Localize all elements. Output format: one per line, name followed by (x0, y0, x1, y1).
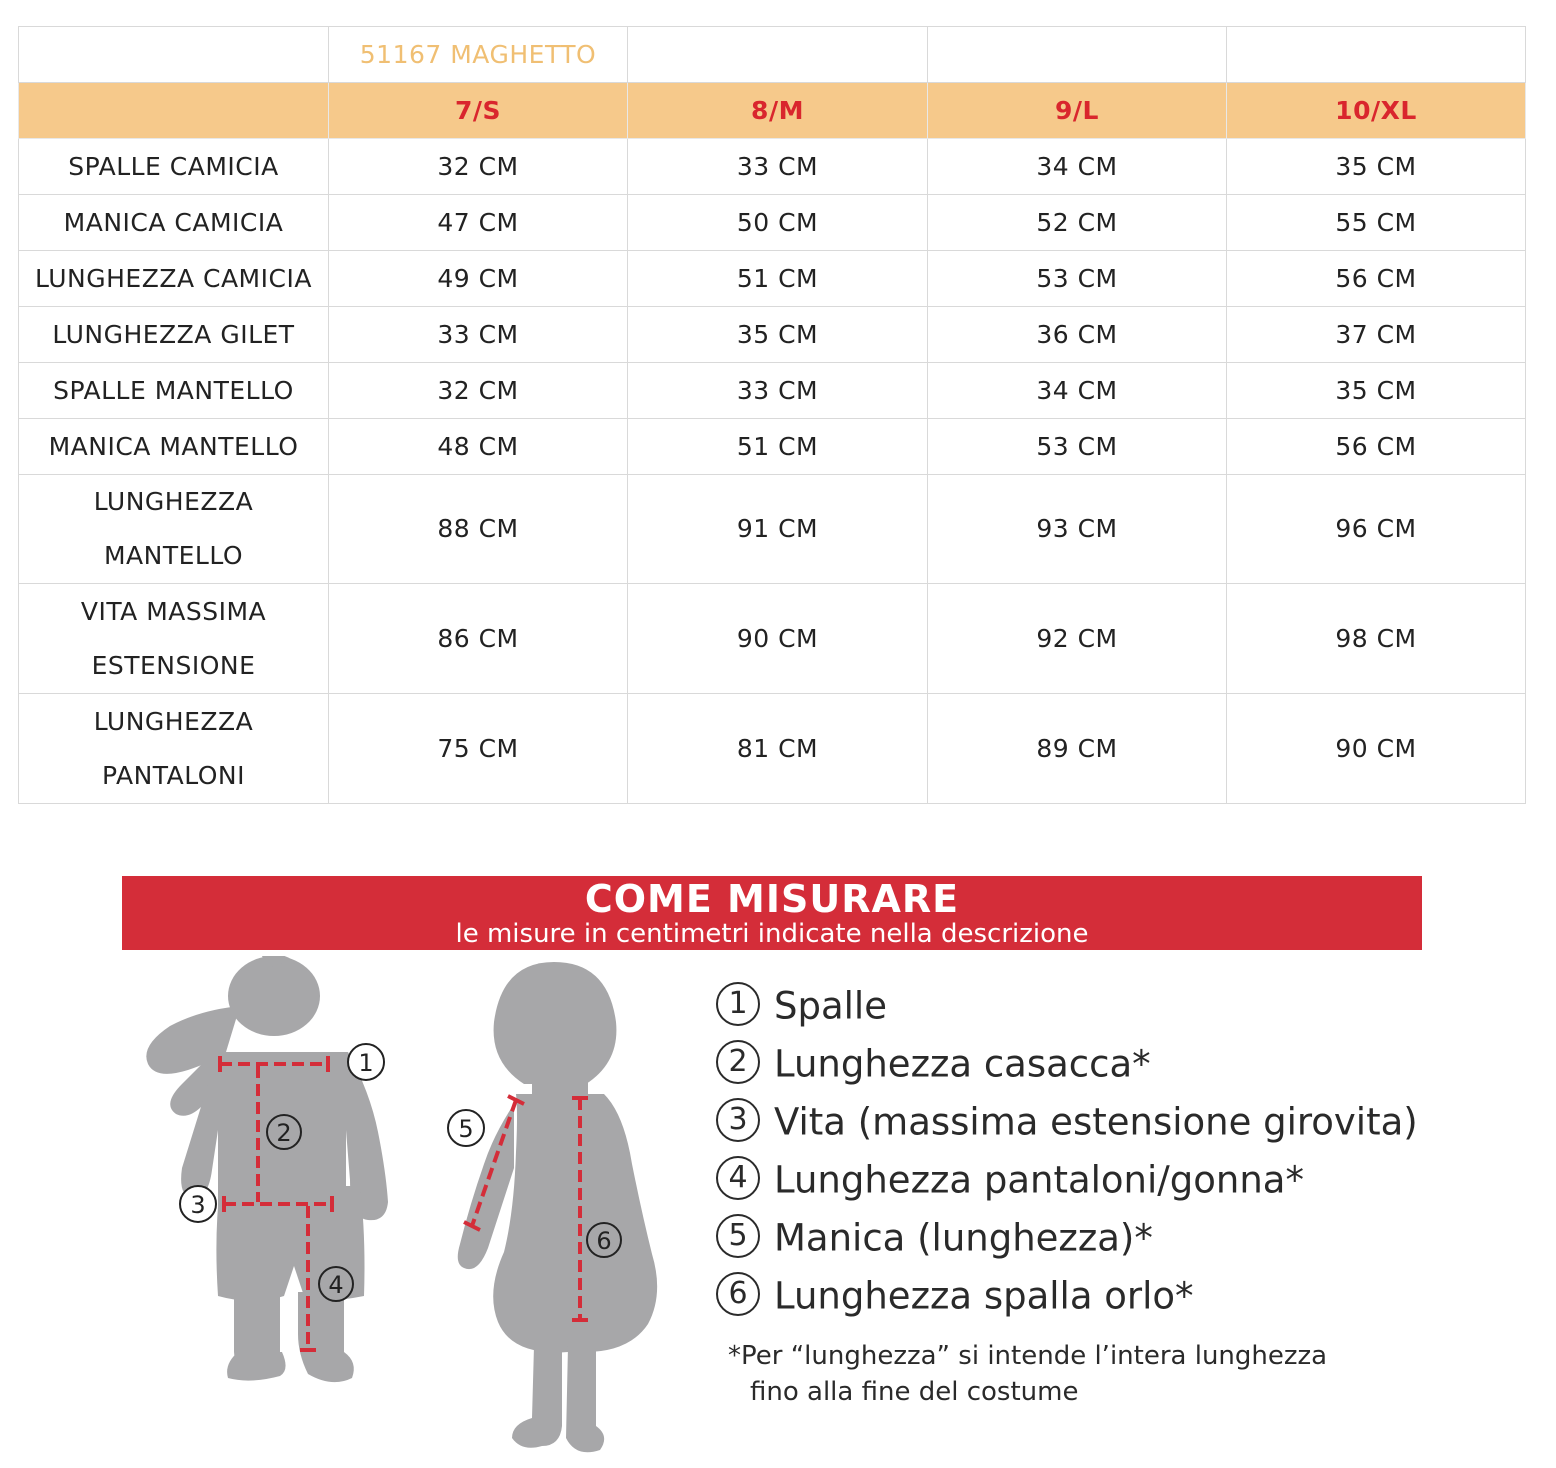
row-label: LUNGHEZZA CAMICIA (19, 251, 329, 307)
product-title: 51167 MAGHETTO (329, 27, 628, 83)
measurement-cell: 56 CM (1227, 419, 1526, 475)
size-chart-table (18, 26, 1526, 804)
legend-item (716, 1092, 1436, 1150)
measurement-cell: 34 CM (928, 139, 1227, 195)
table-row (19, 475, 1526, 584)
measurement-cell: 34 CM (928, 363, 1227, 419)
legend-item-label: Spalle (774, 984, 887, 1028)
measurement-cell: 32 CM (329, 363, 628, 419)
table-row (19, 363, 1526, 419)
measurement-cell: 33 CM (628, 363, 928, 419)
empty-cell (628, 27, 928, 83)
svg-text:5: 5 (458, 1115, 474, 1143)
legend-item (716, 1208, 1436, 1266)
svg-text:4: 4 (328, 1271, 344, 1299)
size-header: 7/S (329, 83, 628, 139)
measurement-cell: 35 CM (628, 307, 928, 363)
figures (122, 956, 682, 1466)
row-label: MANICA CAMICIA (19, 195, 329, 251)
legend-item (716, 976, 1436, 1034)
measurement-cell: 90 CM (1227, 694, 1526, 804)
marker-4 (319, 1267, 353, 1301)
legend-item (716, 1150, 1436, 1208)
size-header-row (19, 83, 1526, 139)
guide-title: COME MISURARE (584, 877, 960, 921)
legend-item-label: Lunghezza spalla orlo* (774, 1274, 1194, 1318)
legend-item (716, 1266, 1436, 1324)
legend-number-icon: 4 (716, 1156, 760, 1200)
size-header: 10/XL (1227, 83, 1526, 139)
legend-note-line-2: fino alla fine del costume (750, 1377, 1079, 1407)
measurement-cell: 52 CM (928, 195, 1227, 251)
measurement-cell: 33 CM (628, 139, 928, 195)
table-row (19, 307, 1526, 363)
measurement-cell: 53 CM (928, 251, 1227, 307)
measurement-cell: 51 CM (628, 419, 928, 475)
measurement-cell: 86 CM (329, 584, 628, 694)
measurement-cell: 81 CM (628, 694, 928, 804)
row-label: SPALLE CAMICIA (19, 139, 329, 195)
marker-1 (348, 1044, 384, 1080)
measurement-cell: 32 CM (329, 139, 628, 195)
legend-item-label: Lunghezza casacca* (774, 1042, 1151, 1086)
legend-number-icon: 5 (716, 1214, 760, 1258)
guide-subtitle: le misure in centimetri indicate nella descrizione (455, 919, 1089, 949)
measurement-cell: 35 CM (1227, 139, 1526, 195)
legend-item-label: Vita (massima estensione girovita) (774, 1100, 1418, 1144)
measurement-cell: 53 CM (928, 419, 1227, 475)
row-label: LUNGHEZZA PANTALONI (19, 694, 329, 804)
legend-number-icon: 6 (716, 1272, 760, 1316)
measurement-guide (122, 876, 1422, 1468)
measurement-cell: 37 CM (1227, 307, 1526, 363)
svg-text:6: 6 (596, 1227, 612, 1255)
marker-3 (180, 1186, 216, 1222)
empty-cell (1227, 27, 1526, 83)
legend-item-label: Manica (lunghezza)* (774, 1216, 1153, 1260)
measurement-cell: 91 CM (628, 475, 928, 584)
svg-text:2: 2 (276, 1119, 292, 1147)
girl-silhouette-icon (458, 962, 657, 1452)
row-label: SPALLE MANTELLO (19, 363, 329, 419)
measurement-cell: 96 CM (1227, 475, 1526, 584)
row-label: LUNGHEZZA MANTELLO (19, 475, 329, 584)
measurement-cell: 75 CM (329, 694, 628, 804)
measurement-cell: 89 CM (928, 694, 1227, 804)
measurement-cell: 35 CM (1227, 363, 1526, 419)
legend-note-line-1: *Per “lunghezza” si intende l’intera lunghezza (728, 1341, 1328, 1371)
legend-number-icon: 3 (716, 1098, 760, 1142)
size-header: 9/L (928, 83, 1227, 139)
guide-banner (122, 876, 1422, 950)
row-label: VITA MASSIMA ESTENSIONE (19, 584, 329, 694)
empty-corner-cell (19, 27, 329, 83)
measurement-cell: 55 CM (1227, 195, 1526, 251)
table-row (19, 584, 1526, 694)
legend-note (716, 1338, 1436, 1410)
marker-6 (587, 1223, 621, 1257)
measurement-cell: 48 CM (329, 419, 628, 475)
legend-item-label: Lunghezza pantaloni/gonna* (774, 1158, 1304, 1202)
row-label: LUNGHEZZA GILET (19, 307, 329, 363)
measurement-cell: 50 CM (628, 195, 928, 251)
table-row (19, 195, 1526, 251)
measurement-legend (716, 976, 1436, 1410)
table-row (19, 251, 1526, 307)
measurement-cell: 98 CM (1227, 584, 1526, 694)
measurement-cell: 47 CM (329, 195, 628, 251)
measurement-cell: 33 CM (329, 307, 628, 363)
legend-item (716, 1034, 1436, 1092)
next-section-heading-peek (626, 1456, 926, 1468)
measurement-cell: 49 CM (329, 251, 628, 307)
table-row (19, 694, 1526, 804)
size-header-corner (19, 83, 329, 139)
measurement-cell: 92 CM (928, 584, 1227, 694)
table-row (19, 419, 1526, 475)
legend-number-icon: 1 (716, 982, 760, 1026)
boy-silhouette-icon (146, 956, 388, 1382)
title-row (19, 27, 1526, 83)
marker-5 (448, 1110, 484, 1146)
measurement-cell: 36 CM (928, 307, 1227, 363)
svg-text:1: 1 (358, 1049, 374, 1077)
empty-cell (928, 27, 1227, 83)
table-row (19, 139, 1526, 195)
svg-text:3: 3 (190, 1191, 206, 1219)
measurement-cell: 51 CM (628, 251, 928, 307)
row-label: MANICA MANTELLO (19, 419, 329, 475)
marker-2 (267, 1115, 301, 1149)
size-header: 8/M (628, 83, 928, 139)
legend-number-icon: 2 (716, 1040, 760, 1084)
measurement-cell: 93 CM (928, 475, 1227, 584)
measurement-cell: 88 CM (329, 475, 628, 584)
measurement-cell: 56 CM (1227, 251, 1526, 307)
measurement-cell: 90 CM (628, 584, 928, 694)
